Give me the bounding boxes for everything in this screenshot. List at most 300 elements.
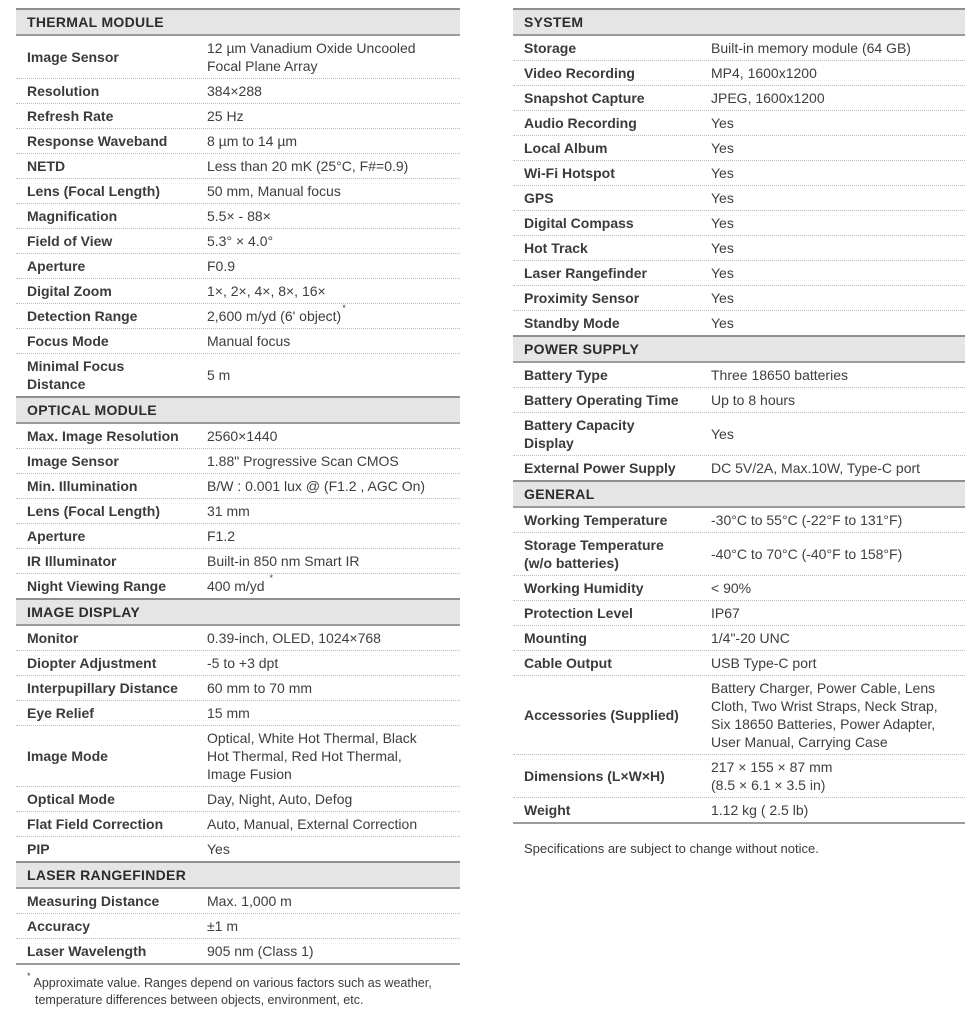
spec-row xyxy=(16,889,460,914)
spec-value-line xyxy=(711,39,965,57)
spec-value-line xyxy=(711,239,965,257)
spec-row xyxy=(513,363,965,388)
spec-value-text: 31 mm xyxy=(207,503,250,519)
spec-value-text: 5 m xyxy=(207,367,231,383)
section-title: GENERAL xyxy=(513,480,965,508)
spec-label xyxy=(513,629,711,647)
spec-label xyxy=(16,815,207,833)
spec-value xyxy=(207,107,460,125)
spec-label xyxy=(16,132,207,150)
spec-label-line: Protection Level xyxy=(524,605,633,621)
spec-value-line xyxy=(207,107,460,125)
spec-value xyxy=(207,82,460,100)
spec-value-text: Max. 1,000 m xyxy=(207,893,292,909)
spec-value-text: MP4, 1600x1200 xyxy=(711,65,817,81)
spec-value xyxy=(711,629,965,647)
spec-label-line: Lens (Focal Length) xyxy=(27,183,160,199)
spec-row xyxy=(513,36,965,61)
spec-label-line: Mounting xyxy=(524,630,587,646)
spec-row xyxy=(513,236,965,261)
spec-label-line: Max. Image Resolution xyxy=(27,428,179,444)
spec-value-text: Yes xyxy=(711,290,734,306)
spec-value-text: Yes xyxy=(711,240,734,256)
spec-value xyxy=(711,139,965,157)
spec-value xyxy=(207,917,460,935)
spec-value-text: -30°C to 55°C (-22°F to 131°F) xyxy=(711,512,903,528)
spec-value-line xyxy=(711,314,965,332)
spec-value-line xyxy=(711,289,965,307)
spec-value xyxy=(207,427,460,445)
spec-value xyxy=(207,232,460,250)
spec-value-line xyxy=(207,182,460,200)
spec-value xyxy=(711,801,965,819)
right-column xyxy=(513,8,965,1008)
spec-row xyxy=(16,229,460,254)
spec-value-text: 384×288 xyxy=(207,83,262,99)
spec-label-line: Storage Temperature xyxy=(524,537,664,553)
spec-value-text: 217 × 155 × 87 mm xyxy=(711,759,833,775)
change-notice: Specifications are subject to change without notice. xyxy=(524,841,819,856)
spec-label xyxy=(513,459,711,477)
spec-section xyxy=(16,8,460,396)
spec-value xyxy=(711,89,965,107)
section-title: POWER SUPPLY xyxy=(513,335,965,363)
spec-label-line: Lens (Focal Length) xyxy=(27,503,160,519)
spec-value-text: 8 µm to 14 µm xyxy=(207,133,298,149)
spec-value-line xyxy=(711,697,965,715)
spec-label-line: Local Album xyxy=(524,140,608,156)
spec-label-line: Storage xyxy=(524,40,577,56)
spec-label xyxy=(513,579,711,597)
spec-value xyxy=(711,164,965,182)
spec-label-line: Detection Range xyxy=(27,308,138,324)
spec-label-line: Digital Compass xyxy=(524,215,634,231)
spec-value-text: IP67 xyxy=(711,605,740,621)
spec-row xyxy=(513,311,965,335)
spec-label-line: Refresh Rate xyxy=(27,108,114,124)
spec-value xyxy=(207,679,460,697)
spec-label-line: Battery Type xyxy=(524,367,608,383)
spec-value-text: Hot Thermal, Red Hot Thermal, xyxy=(207,748,402,764)
spec-label xyxy=(16,452,207,470)
spec-value-text: Focal Plane Array xyxy=(207,58,318,74)
spec-value-text: User Manual, Carrying Case xyxy=(711,734,888,750)
spec-value-text: 1.12 kg ( 2.5 lb) xyxy=(711,802,809,818)
spec-value-text: Three 18650 batteries xyxy=(711,367,848,383)
spec-value xyxy=(207,366,460,384)
spec-label xyxy=(16,790,207,808)
spec-value-line xyxy=(711,114,965,132)
spec-label-line: Snapshot Capture xyxy=(524,90,645,106)
spec-label-line: IR Illuminator xyxy=(27,553,117,569)
spec-value-line xyxy=(207,729,460,747)
spec-row xyxy=(16,79,460,104)
spec-value-line xyxy=(207,573,460,595)
spec-value xyxy=(207,790,460,808)
spec-row xyxy=(513,61,965,86)
spec-value-line xyxy=(207,840,460,858)
spec-label-line: Proximity Sensor xyxy=(524,290,640,306)
spec-value xyxy=(711,189,965,207)
spec-section xyxy=(513,480,965,824)
spec-value-text: Built-in memory module (64 GB) xyxy=(711,40,911,56)
spec-label xyxy=(16,917,207,935)
spec-value-line xyxy=(207,39,460,57)
spec-label xyxy=(513,114,711,132)
spec-label xyxy=(16,357,207,393)
spec-row xyxy=(16,939,460,963)
spec-label-line: Response Waveband xyxy=(27,133,168,149)
spec-value-text: USB Type-C port xyxy=(711,655,817,671)
spec-value-text: DC 5V/2A, Max.10W, Type-C port xyxy=(711,460,921,476)
spec-value-line xyxy=(711,511,965,529)
spec-value-line xyxy=(207,552,460,570)
spec-value-line xyxy=(711,366,965,384)
spec-label-line: Aperture xyxy=(27,528,86,544)
spec-label-line: Battery Capacity xyxy=(524,417,635,433)
spec-value xyxy=(711,459,965,477)
spec-value-line xyxy=(207,629,460,647)
spec-row xyxy=(16,812,460,837)
spec-label xyxy=(16,527,207,545)
spec-value-text: 400 m/yd xyxy=(207,578,269,594)
spec-row xyxy=(513,626,965,651)
spec-value xyxy=(711,289,965,307)
spec-value-line xyxy=(711,189,965,207)
spec-label xyxy=(513,314,711,332)
spec-value-line xyxy=(207,892,460,910)
spec-value-text: Auto, Manual, External Correction xyxy=(207,816,418,832)
spec-value-line xyxy=(207,207,460,225)
spec-label-line: Night Viewing Range xyxy=(27,578,166,594)
spec-row xyxy=(16,424,460,449)
spec-value xyxy=(207,502,460,520)
spec-label xyxy=(16,840,207,858)
spec-value-text: Manual focus xyxy=(207,333,291,349)
spec-row xyxy=(513,86,965,111)
spec-row xyxy=(513,286,965,311)
spec-label xyxy=(16,157,207,175)
spec-label xyxy=(16,307,207,325)
spec-section xyxy=(16,396,460,598)
spec-row xyxy=(513,388,965,413)
spec-value-text: -5 to +3 dpt xyxy=(207,655,279,671)
spec-value-line xyxy=(207,502,460,520)
spec-row xyxy=(16,914,460,939)
spec-row xyxy=(513,651,965,676)
spec-row xyxy=(16,626,460,651)
spec-label xyxy=(16,629,207,647)
spec-label xyxy=(16,182,207,200)
spec-value xyxy=(711,758,965,794)
spec-label-line: (w/o batteries) xyxy=(524,555,619,571)
spec-value-text: ±1 m xyxy=(207,918,239,934)
spec-value-text: Yes xyxy=(711,190,734,206)
spec-row xyxy=(513,533,965,576)
spec-section xyxy=(513,8,965,335)
spec-row xyxy=(16,254,460,279)
spec-value-text: 2560×1440 xyxy=(207,428,278,444)
right-spec-table xyxy=(513,8,965,824)
spec-value xyxy=(207,157,460,175)
spec-value xyxy=(207,332,460,350)
spec-value-text: Yes xyxy=(711,165,734,181)
left-column xyxy=(16,8,460,1008)
spec-value-line xyxy=(711,391,965,409)
spec-value xyxy=(207,207,460,225)
footnote-marker: * xyxy=(342,303,346,314)
spec-value xyxy=(207,552,460,570)
spec-row xyxy=(16,499,460,524)
spec-label-line: Display xyxy=(524,435,574,451)
spec-label xyxy=(513,391,711,409)
spec-value-line xyxy=(711,264,965,282)
spec-label xyxy=(513,164,711,182)
spec-value-line xyxy=(207,232,460,250)
spec-value xyxy=(711,39,965,57)
spec-value-text: 5.5× - 88× xyxy=(207,208,271,224)
spec-value-text: Yes xyxy=(711,315,734,331)
spec-value-text: Optical, White Hot Thermal, Black xyxy=(207,730,417,746)
spec-value xyxy=(711,391,965,409)
spec-value-line xyxy=(207,427,460,445)
spec-label xyxy=(16,282,207,300)
spec-value-text: Yes xyxy=(711,426,734,442)
spec-value-text: 60 mm to 70 mm xyxy=(207,680,313,696)
approximate-value-footnote xyxy=(16,970,460,1008)
spec-label-line: Standby Mode xyxy=(524,315,620,331)
spec-row xyxy=(16,524,460,549)
spec-value-line xyxy=(711,801,965,819)
spec-value-text: 2,600 m/yd (6' object) xyxy=(207,308,342,324)
spec-row xyxy=(513,755,965,798)
spec-value xyxy=(207,629,460,647)
spec-value-line xyxy=(711,89,965,107)
spec-label xyxy=(16,552,207,570)
spec-label xyxy=(513,416,711,452)
spec-row xyxy=(16,204,460,229)
spec-value-text: 1.88" Progressive Scan CMOS xyxy=(207,453,399,469)
spec-row xyxy=(513,186,965,211)
spec-label xyxy=(513,536,711,572)
spec-value xyxy=(711,64,965,82)
spec-label-line: Laser Rangefinder xyxy=(524,265,647,281)
spec-row xyxy=(16,354,460,396)
spec-value-text: 0.39-inch, OLED, 1024×768 xyxy=(207,630,381,646)
spec-value xyxy=(711,511,965,529)
spec-label xyxy=(513,264,711,282)
spec-value-line xyxy=(207,57,460,75)
spec-value-text: Day, Night, Auto, Defog xyxy=(207,791,353,807)
spec-label xyxy=(513,39,711,57)
spec-value xyxy=(711,214,965,232)
spec-value-text: 15 mm xyxy=(207,705,250,721)
spec-label xyxy=(16,892,207,910)
spec-label xyxy=(513,654,711,672)
spec-value-line xyxy=(711,459,965,477)
spec-value xyxy=(207,282,460,300)
spec-value-line xyxy=(711,139,965,157)
spec-value xyxy=(207,654,460,672)
spec-value-line xyxy=(711,214,965,232)
spec-value-text: 905 nm (Class 1) xyxy=(207,943,314,959)
spec-label-line: Minimal Focus xyxy=(27,358,125,374)
spec-value-text: Yes xyxy=(711,215,734,231)
spec-label-line: Aperture xyxy=(27,258,86,274)
spec-value-text: Image Fusion xyxy=(207,766,292,782)
spec-value-line xyxy=(711,64,965,82)
spec-label-line: Image Sensor xyxy=(27,49,119,65)
spec-value-line xyxy=(711,679,965,697)
spec-value-line xyxy=(207,815,460,833)
spec-value-text: 12 µm Vanadium Oxide Uncooled xyxy=(207,40,416,56)
spec-row xyxy=(513,413,965,456)
spec-label-line: Cable Output xyxy=(524,655,612,671)
spec-label xyxy=(16,427,207,445)
spec-row xyxy=(513,601,965,626)
spec-row xyxy=(513,456,965,480)
spec-row xyxy=(16,154,460,179)
spec-row xyxy=(16,179,460,204)
spec-value-text: B/W : 0.001 lux @ (F1.2 , AGC On) xyxy=(207,478,426,494)
spec-row xyxy=(16,574,460,598)
spec-row xyxy=(513,508,965,533)
spec-label xyxy=(513,767,711,785)
spec-label xyxy=(513,366,711,384)
spec-row xyxy=(16,329,460,354)
spec-value-line xyxy=(711,425,965,443)
section-title: THERMAL MODULE xyxy=(16,8,460,36)
spec-row xyxy=(513,676,965,755)
spec-label xyxy=(16,577,207,595)
spec-value xyxy=(207,527,460,545)
spec-value-text: Cloth, Two Wrist Straps, Neck Strap, xyxy=(711,698,938,714)
spec-value-line xyxy=(207,747,460,765)
spec-value-line xyxy=(711,776,965,794)
spec-value-line xyxy=(711,545,965,563)
spec-value-line xyxy=(207,82,460,100)
spec-value xyxy=(207,452,460,470)
spec-label-line: NETD xyxy=(27,158,66,174)
section-title: OPTICAL MODULE xyxy=(16,396,460,424)
spec-section xyxy=(16,861,460,965)
spec-label-line: Accessories (Supplied) xyxy=(524,707,679,723)
spec-value-line xyxy=(711,604,965,622)
spec-row xyxy=(16,449,460,474)
spec-value xyxy=(207,840,460,858)
spec-value xyxy=(207,182,460,200)
spec-value xyxy=(207,729,460,783)
spec-value-line xyxy=(207,704,460,722)
spec-section xyxy=(16,598,460,861)
spec-label xyxy=(513,289,711,307)
spec-label xyxy=(513,706,711,724)
spec-value xyxy=(711,545,965,563)
spec-value-line xyxy=(207,366,460,384)
spec-label-line: GPS xyxy=(524,190,554,206)
left-spec-table xyxy=(16,8,460,965)
spec-value-text: -40°C to 70°C (-40°F to 158°F) xyxy=(711,546,903,562)
spec-value xyxy=(711,239,965,257)
spec-row xyxy=(16,787,460,812)
section-title: SYSTEM xyxy=(513,8,965,36)
spec-label-line: Weight xyxy=(524,802,571,818)
spec-value xyxy=(711,264,965,282)
spec-value xyxy=(207,477,460,495)
spec-label-line: Laser Wavelength xyxy=(27,943,147,959)
spec-value-line xyxy=(207,282,460,300)
spec-row xyxy=(16,676,460,701)
spec-row xyxy=(16,36,460,79)
spec-label xyxy=(513,604,711,622)
spec-value-text: 1×, 2×, 4×, 8×, 16× xyxy=(207,283,326,299)
spec-label xyxy=(16,332,207,350)
spec-label-line: Min. Illumination xyxy=(27,478,138,494)
footnote-text: Approximate value. Ranges depend on various factors such as weather, temperature differences between objects, environment, etc. xyxy=(33,976,432,1007)
spec-value-line xyxy=(207,452,460,470)
spec-row xyxy=(16,104,460,129)
footnote-marker: * xyxy=(27,970,31,981)
spec-value-text: F0.9 xyxy=(207,258,236,274)
spec-label-line: Video Recording xyxy=(524,65,635,81)
spec-label xyxy=(513,189,711,207)
spec-value-text: Yes xyxy=(207,841,230,857)
spec-value-text: (8.5 × 6.1 × 3.5 in) xyxy=(711,777,826,793)
spec-value xyxy=(207,39,460,75)
spec-value-line xyxy=(207,157,460,175)
spec-label-line: Working Temperature xyxy=(524,512,668,528)
spec-value-line xyxy=(207,942,460,960)
spec-value-line xyxy=(207,765,460,783)
spec-value-line xyxy=(207,257,460,275)
spec-label xyxy=(16,107,207,125)
spec-value xyxy=(711,366,965,384)
spec-label-line: Field of View xyxy=(27,233,113,249)
spec-value xyxy=(711,425,965,443)
spec-label xyxy=(513,64,711,82)
spec-value-line xyxy=(207,527,460,545)
spec-value-line xyxy=(711,758,965,776)
spec-label-line: Distance xyxy=(27,376,86,392)
spec-row xyxy=(16,304,460,329)
spec-value xyxy=(207,942,460,960)
spec-row xyxy=(16,549,460,574)
spec-label xyxy=(16,654,207,672)
spec-label xyxy=(16,679,207,697)
spec-label-line: Monitor xyxy=(27,630,79,646)
spec-value-text: Battery Charger, Power Cable, Lens xyxy=(711,680,936,696)
spec-value-line xyxy=(207,477,460,495)
spec-label xyxy=(16,232,207,250)
spec-label-line: Flat Field Correction xyxy=(27,816,164,832)
spec-value xyxy=(207,303,460,325)
spec-value-line xyxy=(711,715,965,733)
spec-row xyxy=(16,279,460,304)
spec-section xyxy=(513,335,965,480)
spec-label-line: Working Humidity xyxy=(524,580,644,596)
spec-label-line: Accuracy xyxy=(27,918,91,934)
spec-label xyxy=(16,747,207,765)
spec-row xyxy=(16,129,460,154)
spec-value-text: Yes xyxy=(711,265,734,281)
spec-value-text: Up to 8 hours xyxy=(711,392,796,408)
spec-row xyxy=(513,211,965,236)
section-title: LASER RANGEFINDER xyxy=(16,861,460,889)
spec-value-text: Less than 20 mK (25°C, F#=0.9) xyxy=(207,158,409,174)
spec-value-text: Built-in 850 nm Smart IR xyxy=(207,553,360,569)
spec-label-line: Image Sensor xyxy=(27,453,119,469)
spec-label-line: Diopter Adjustment xyxy=(27,655,157,671)
